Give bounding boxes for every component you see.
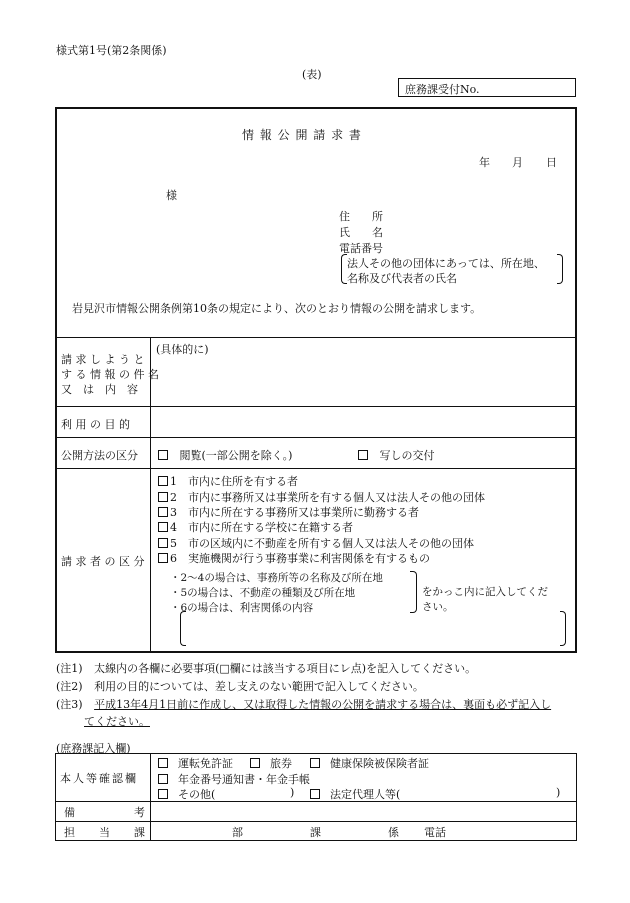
notes-bracket [410,571,417,613]
id-opt-passport-label: 旅券 [270,757,292,770]
staff-label-c: 課 [134,826,145,839]
subject-hint: (具体的に) [156,343,209,356]
checkbox-icon[interactable] [158,522,168,532]
checkbox-icon[interactable] [158,476,168,486]
staff-phone: 電話 [424,826,446,839]
divider [56,337,576,338]
category-option-3[interactable] [158,504,419,520]
method-option-copy[interactable] [358,447,435,463]
purpose-input-area[interactable] [152,408,575,436]
category-option-1[interactable] [158,473,298,489]
id-opt-agent[interactable] [310,786,400,802]
category-note-3: ・6の場合は、利害関係の内容 [170,602,314,614]
receipt-number-label: 庶務課受付No. [405,83,480,96]
checkbox-icon[interactable] [158,553,168,563]
category-option-2-label: 2 市内に事務所又は事業所を有する個人又は法人その他の団体 [170,491,485,504]
category-option-3-label: 3 市内に所在する事務所又は事業所に勤務する者 [170,506,419,519]
id-check-label: 本人等確認欄 [60,772,138,785]
id-opt-pension-label: 年金番号通知書・年金手帳 [178,773,310,786]
category-option-6-label: 6 実施機関が行う事務事業に利害関係を有するもの [170,552,430,565]
footnote-3 [56,696,551,712]
category-label: 請 求 者 の 区 分 [61,555,145,568]
staff-section: 課 [310,826,321,839]
subject-label-line1: 請 求 し よ う と [61,353,145,366]
footnote-1-text: 太線内の各欄に必要事項(□欄には該当する項目にレ点)を記入してください。 [94,662,477,675]
checkbox-icon[interactable] [310,789,320,799]
remarks-input[interactable] [152,803,575,820]
method-option-viewing-label: 閲覧(一部公開を除く。) [179,449,293,462]
field-phone: 電話番号 [339,242,383,255]
id-opt-other[interactable] [158,786,215,802]
purpose-label: 利 用 の 目 的 [61,418,130,431]
category-note-2: ・5の場合は、不動産の種類及び所在地 [170,587,356,599]
category-option-1-label: 1 市内に住所を有する者 [170,475,298,488]
id-opt-other-close: ) [290,786,295,799]
footnote-2-text: 利用の目的については、差し支えのない範囲で記入してください。 [94,680,424,693]
category-option-2[interactable] [158,489,485,505]
subject-input-area[interactable] [152,356,575,405]
checkbox-icon[interactable] [158,789,168,799]
footnote-1 [56,660,476,676]
method-label: 公開方法の区分 [61,449,138,462]
divider [56,406,576,407]
divider [56,437,576,438]
footnote-1-mark: (注1) [56,662,83,675]
checkbox-icon[interactable] [158,538,168,548]
category-option-5[interactable] [158,535,474,551]
detail-bracket-right [560,611,566,646]
footnote-2 [56,678,424,694]
corp-note-line1: 法人その他の団体にあっては、所在地、 [347,257,545,270]
date-year: 年 [479,156,490,169]
office-section-label: (庶務課記入欄) [56,742,131,755]
office-column-divider [150,753,151,841]
subject-label-line3: 又 は 内 容 [61,383,138,396]
category-option-4-label: 4 市内に所在する学校に在籍する者 [170,521,353,534]
addressee-suffix: 様 [166,189,177,202]
checkbox-icon[interactable] [158,492,168,502]
id-opt-passport[interactable] [250,755,292,771]
checkbox-icon[interactable] [158,507,168,517]
date-month: 月 [512,156,523,169]
staff-label-a: 担 [64,826,75,839]
id-opt-insurance[interactable] [310,755,429,771]
checkbox-icon[interactable] [158,450,168,460]
date-day: 日 [546,156,557,169]
checkbox-icon[interactable] [358,450,368,460]
category-option-6[interactable] [158,550,430,566]
label-column-divider [150,337,151,652]
id-opt-license[interactable] [158,755,233,771]
footnote-3-text: 平成13年4月1日前に作成し、又は取得した情報の公開を請求する場合は、裏面も必ず記入し [94,698,552,711]
remarks-label-a: 備 [64,806,75,819]
id-opt-agent-label: 法定代理人等( [330,788,401,801]
bracket-instruction-line1: をかっこ内に記入してくだ [422,586,548,598]
form-title: 情 報 公 開 請 求 書 [242,128,362,142]
id-opt-other-label: その他( [178,788,216,801]
receipt-number-box[interactable] [398,78,576,97]
form-side: (表) [302,68,322,81]
category-detail-input[interactable] [187,612,560,643]
form-number: 様式第1号(第2条関係) [56,44,167,57]
field-name: 氏 名 [339,226,383,239]
staff-label-b: 当 [99,826,110,839]
bracket-instruction-line2: さい。 [422,601,454,613]
checkbox-icon[interactable] [310,758,320,768]
field-address: 住 所 [339,210,383,223]
id-opt-agent-close: ) [556,786,561,799]
id-opt-license-label: 運転免許証 [178,757,233,770]
request-statement: 岩見沢市情報公開条例第10条の規定により、次のとおり情報の公開を請求します。 [72,302,482,315]
footnote-3-text-cont: てください。 [84,715,150,728]
method-option-viewing[interactable] [158,447,292,463]
corp-note-line2: 名称及び代表者の氏名 [347,272,457,285]
id-opt-pension[interactable] [158,771,310,787]
remarks-label-b: 考 [134,806,145,819]
staff-dept: 部 [232,826,243,839]
category-option-4[interactable] [158,519,353,535]
checkbox-icon[interactable] [158,758,168,768]
subject-label-line2: す る 情 報 の 件 名 [61,368,159,381]
detail-bracket-left [180,611,186,646]
divider [56,468,576,469]
method-option-copy-label: 写しの交付 [379,449,435,462]
corp-note-bracket-right [557,254,563,284]
category-note-1: ・2～4の場合は、事務所等の名称及び所在地 [170,572,383,584]
category-option-5-label: 5 市の区域内に不動産を所有する個人又は法人その他の団体 [170,537,474,550]
checkbox-icon[interactable] [250,758,260,768]
footnote-2-mark: (注2) [56,680,83,693]
checkbox-icon[interactable] [158,774,168,784]
staff-unit: 係 [388,826,399,839]
footnote-3-mark: (注3) [56,698,83,711]
divider [56,821,576,822]
id-opt-insurance-label: 健康保険被保険者証 [330,757,429,770]
